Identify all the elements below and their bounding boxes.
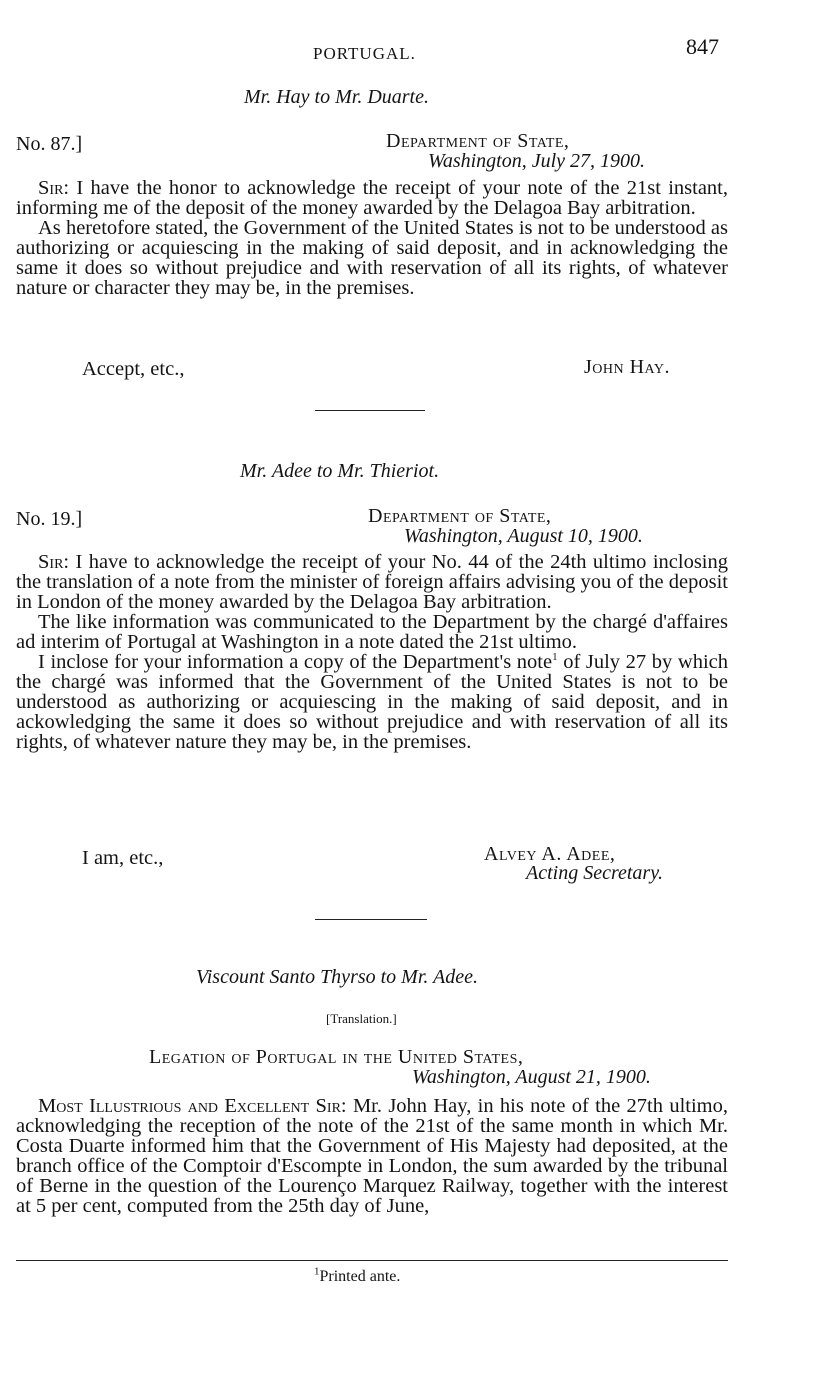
letter2-closing: I am, etc., <box>82 847 164 869</box>
letter1-paragraph-1: Sir: I have the honor to acknowledge the receipt of your note of the 21st instant, informing me of the deposit of the money awarded by the Delagoa Bay arbitration. <box>16 177 729 219</box>
letter3-title: Viscount Santo Thyrso to Mr. Adee. <box>196 966 479 988</box>
letter2-number: No. 19.] <box>16 508 83 530</box>
letter2-place-date: Washington, August 10, 1900. <box>404 525 643 547</box>
footnote-text: Printed ante. <box>319 1268 401 1285</box>
letter3-place-date: Washington, August 21, 1900. <box>412 1066 651 1088</box>
section-divider <box>315 410 425 411</box>
letter2-dept: Department of State, <box>368 505 552 527</box>
footnote-rule <box>16 1260 728 1261</box>
letter2-salutation: Sir: <box>38 551 70 573</box>
letter1-number: No. 87.] <box>16 133 83 155</box>
letter3-salutation: Most Illustrious and Excellent Sir: <box>38 1095 347 1117</box>
letter1-place-date: Washington, July 27, 1900. <box>428 150 646 172</box>
letter1-dept: Department of State, <box>386 130 570 152</box>
translation-note: [Translation.] <box>326 1011 397 1026</box>
letter1-body <box>16 178 728 298</box>
letter2-signature-title: Acting Secretary. <box>526 862 663 884</box>
footnote <box>314 1265 401 1286</box>
footnote-reference: 1 <box>552 651 558 664</box>
letter2-title: Mr. Adee to Mr. Thieriot. <box>240 460 440 482</box>
running-title: PORTUGAL. <box>313 44 416 63</box>
letter2-paragraph-2: The like information was communicated to the Department by the chargé d'affaires ad interim of Portugal at Washington in a note dated the 21st ultimo. <box>16 611 728 653</box>
letter2-body <box>16 552 728 752</box>
letter1-title: Mr. Hay to Mr. Duarte. <box>244 86 429 108</box>
letter2-signature: Alvey A. Adee, <box>484 843 616 865</box>
page-number: 847 <box>686 34 719 59</box>
letter3-legation: Legation of Portugal in the United States, <box>149 1046 524 1068</box>
footnote-marker: 1 <box>314 1265 320 1278</box>
letter1-salutation: Sir: <box>38 177 70 199</box>
letter1-closing: Accept, etc., <box>82 358 185 380</box>
letter2-paragraph-3: I inclose for your information a copy of the Department's note$^1$ of July 27 by which the chargé was informed that the Government of the United States is not to be understood as authorizing or acquiescing in the making of said deposit, and in ackowledging the same it does so without prejudice and with reservation of all its rights, of whatever nature they may be, in the premises. <box>16 651 728 753</box>
letter1-signature: John Hay. <box>584 356 670 378</box>
letter1-paragraph-2: As heretofore stated, the Government of the United States is not to be understood as authorizing or acquiescing in the making of said deposit, and in acknowledging the same it does so without prejudice and with reservation of all its rights, of whatever nature or character they may be, in the premises. <box>16 217 728 299</box>
letter3-paragraph-1: Most Illustrious and Excellent Sir: Mr. John Hay, in his note of the 27th ultimo, acknowledging the reception of the note of the 21st of the same month in which Mr. Costa Duarte informed him that the Government of His Majesty had deposited, at the branch office of the Comptoir d'Escompte in London, the sum awarded by the tribunal of Berne in the question of the Lourenço Marquez Railway, together with the interest at 5 per cent, computed from the 25th day of June, <box>16 1095 728 1217</box>
letter2-paragraph-1: Sir: I have to acknowledge the receipt of your No. 44 of the 24th ultimo inclosing the translation of a note from the minister of foreign affairs advising you of the deposit in London of the money awarded by the Delagoa Bay arbitration. <box>16 551 728 613</box>
section-divider <box>315 919 427 920</box>
letter3-body <box>16 1096 728 1216</box>
